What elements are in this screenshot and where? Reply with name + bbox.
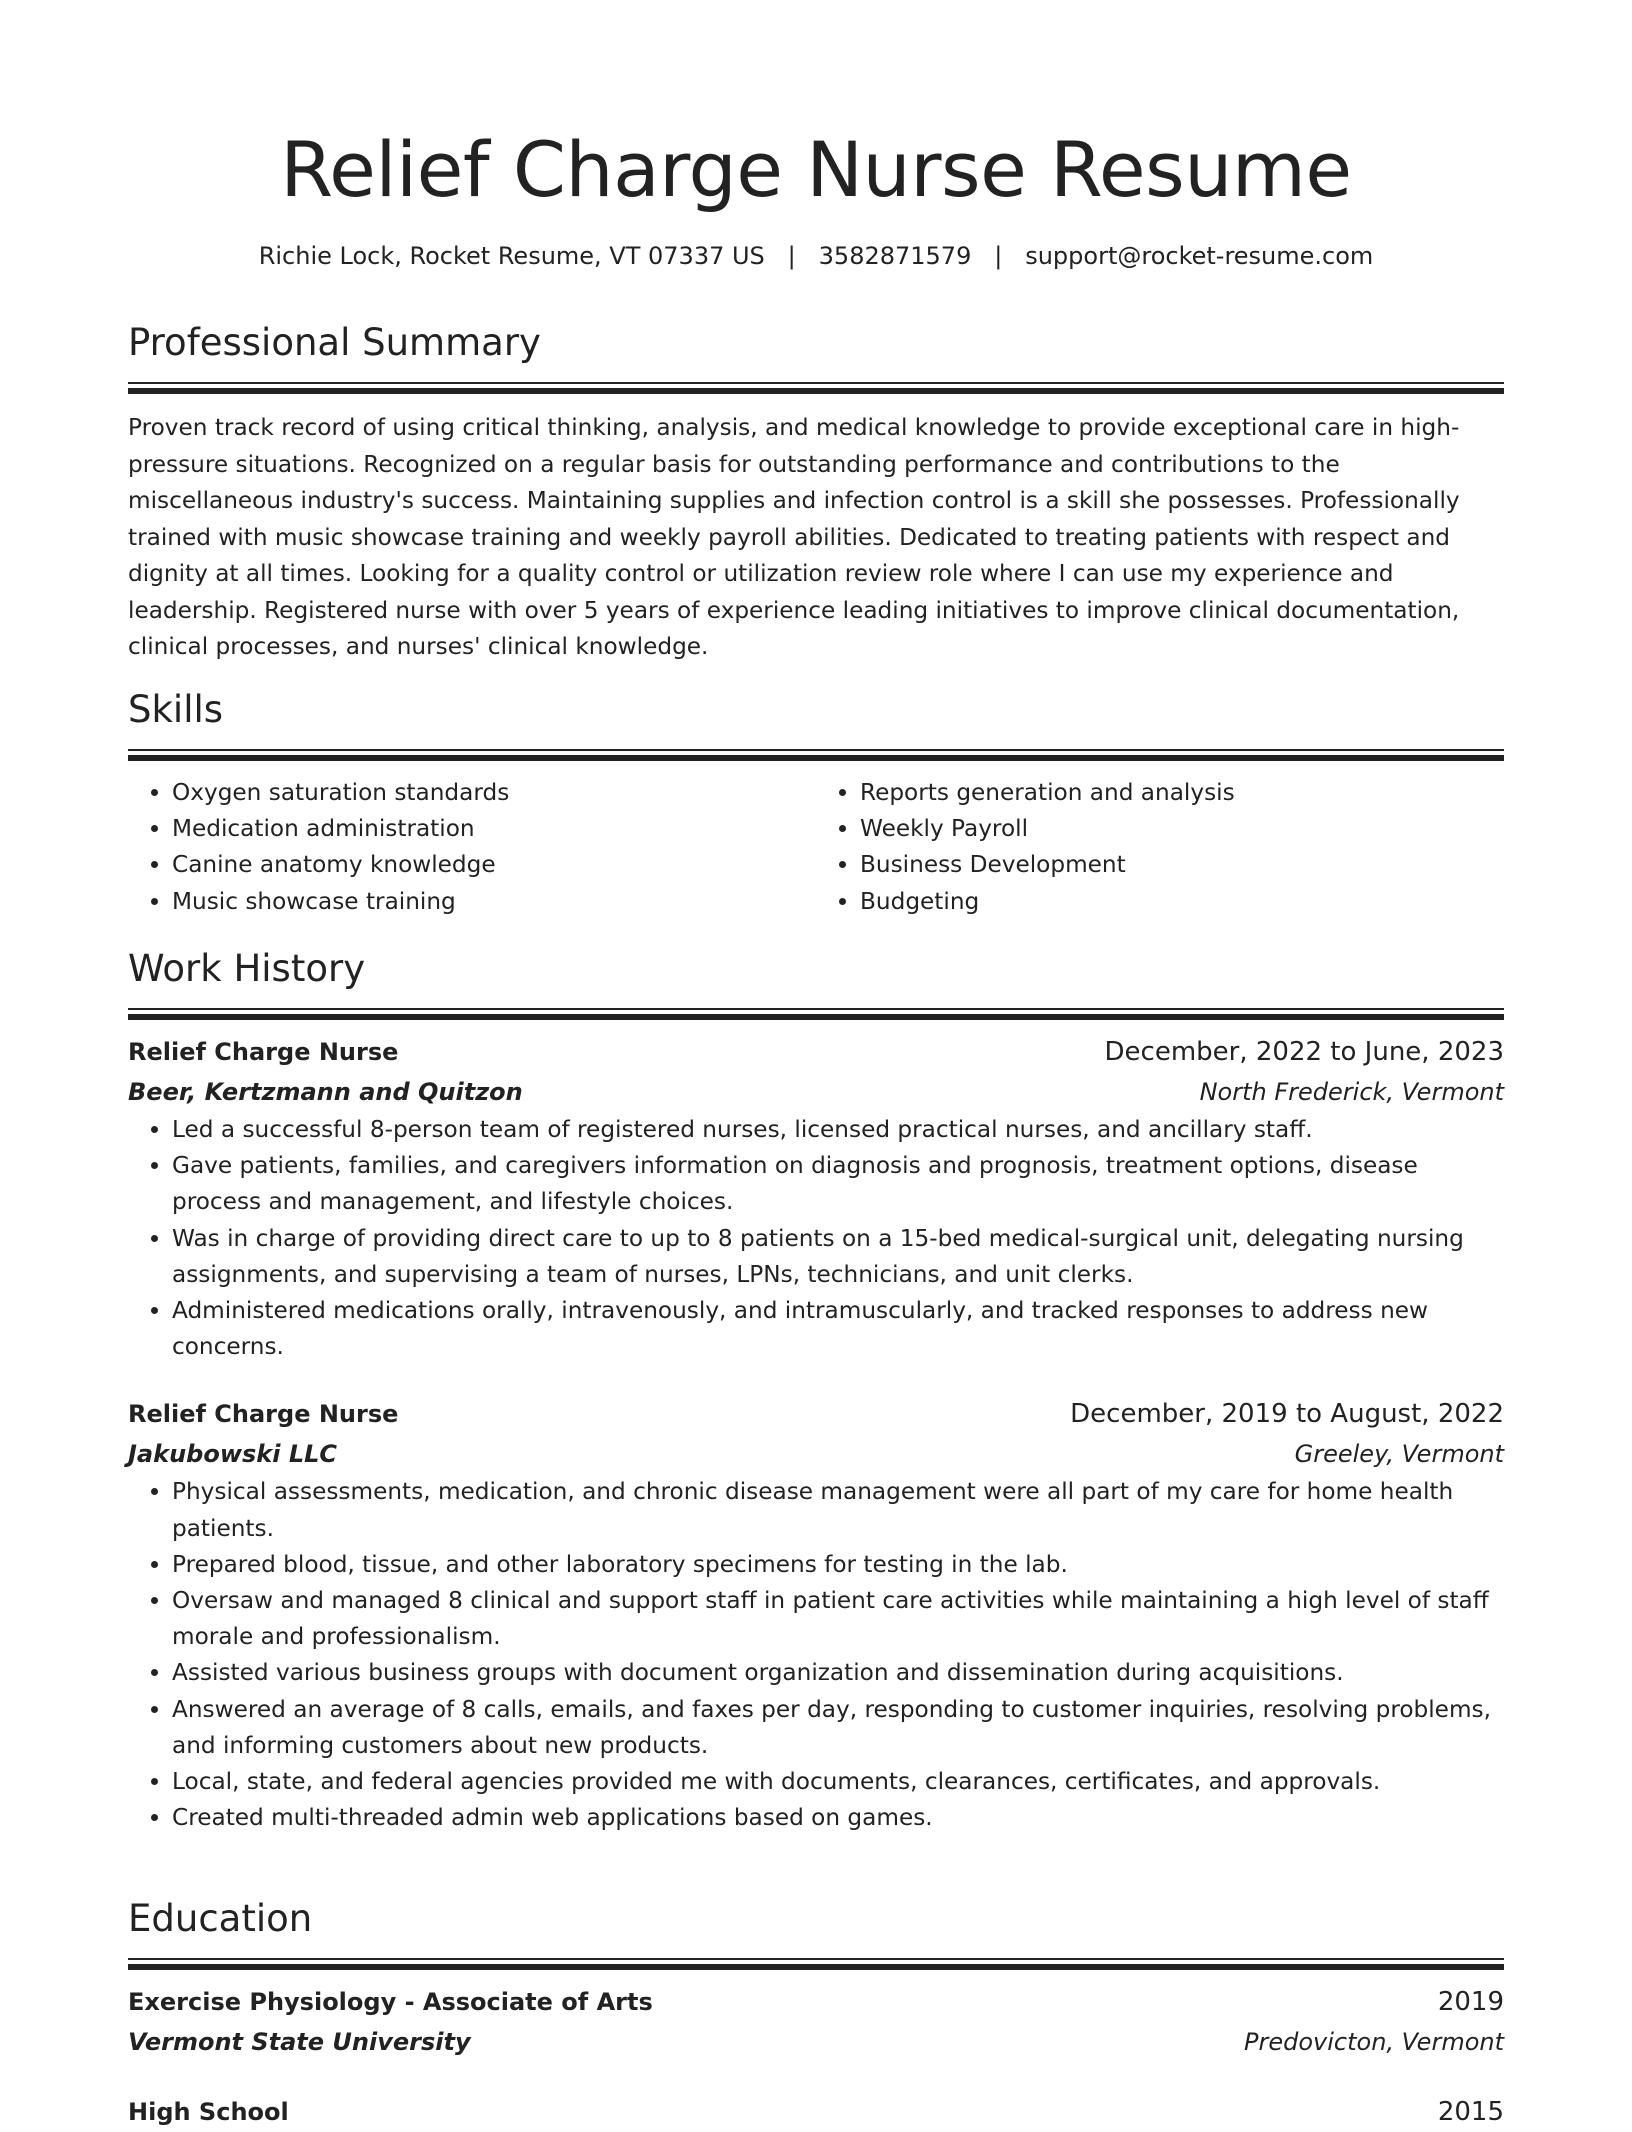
job-company: Beer, Kertzmann and Quitzon [128, 1078, 523, 1106]
skills-columns [128, 775, 1504, 920]
education-degree: High School [128, 2098, 289, 2126]
education-entry [128, 1982, 1504, 2062]
job-bullet: • Gave patients, families, and caregivers information on diagnosis and prognosis, treatment options, disease process and management, and lifestyle choices. [172, 1148, 1504, 1220]
skill-item: • Budgeting [860, 884, 1504, 920]
education-school: Vermont State University [128, 2028, 471, 2056]
section-divider [128, 1008, 1504, 1020]
job-dates: December, 2019 to August, 2022 [1070, 1399, 1504, 1430]
education-year: 2015 [1437, 2097, 1504, 2127]
job-location: Greeley, Vermont [1294, 1440, 1504, 1469]
contact-line: Richie Lock, Rocket Resume, VT 07337 US | 3582871579 | support@rocket-resume.com [258, 242, 1374, 270]
education-degree: Exercise Physiology - Associate of Arts [128, 1988, 653, 2016]
section-heading-summary: Professional Summary [128, 321, 541, 364]
job-bullet: • Administered medications orally, intravenously, and intramuscularly, and tracked responses to address new concerns. [172, 1293, 1504, 1365]
section-heading-education: Education [128, 1897, 313, 1940]
job-dates: December, 2022 to June, 2023 [1104, 1037, 1504, 1067]
job-title: Relief Charge Nurse [128, 1400, 399, 1429]
skill-item: • Business Development [860, 847, 1504, 883]
job-bullet: • Answered an average of 8 calls, emails, and faxes per day, responding to customer inquiries, resolving problems, and informing customers about new products. [172, 1692, 1504, 1764]
skills-right-list [816, 775, 1504, 920]
job-bullet-list [128, 1112, 1504, 1365]
skill-item: • Canine anatomy knowledge [172, 847, 816, 883]
skill-item: • Weekly Payroll [860, 811, 1504, 847]
job-title: Relief Charge Nurse [128, 1038, 399, 1066]
education-entry [128, 2092, 1504, 2132]
skill-item: • Music showcase training [172, 884, 816, 920]
summary-text: Proven track record of using critical thinking, analysis, and medical knowledge to provide exceptional care in high-pressure situations. Recognized on a regular basis for outstanding performance and contributions to the miscellaneous industry's success. Maintaining supplies and infection control is a skill she possesses. Professionally trained with music showcase training and weekly payroll abilities. Dedicated to treating patients with respect and dignity at all times. Looking for a quality control or utilization review role where I can use my experience and leadership. Registered nurse with over 5 years of experience leading initiatives to improve clinical documentation, clinical processes, and nurses' clinical knowledge. [128, 414, 1460, 660]
work-section [128, 944, 1504, 1836]
job-bullet: • Local, state, and federal agencies provided me with documents, clearances, certificates, and approvals. [172, 1764, 1504, 1800]
job-bullet: • Created multi-threaded admin web applications based on games. [172, 1800, 1504, 1836]
job-location: North Frederick, Vermont [1199, 1078, 1504, 1106]
job-bullet: • Assisted various business groups with document organization and dissemination during acquisitions. [172, 1655, 1504, 1691]
job-entry [128, 1032, 1504, 1365]
section-divider [128, 1958, 1504, 1970]
section-divider [128, 749, 1504, 761]
education-section [128, 1894, 1504, 2132]
summary-section [128, 318, 1504, 666]
section-divider [128, 382, 1504, 394]
section-heading-skills: Skills [128, 688, 224, 731]
job-bullet: • Was in charge of providing direct care to up to 8 patients on a 15-bed medical-surgical unit, delegating nursing assignments, and supervising a team of nurses, LPNs, technicians, and unit clerks. [172, 1221, 1504, 1293]
skill-item: • Reports generation and analysis [860, 775, 1504, 811]
skills-left-list [128, 775, 816, 920]
skill-item: • Oxygen saturation standards [172, 775, 816, 811]
job-bullet-list [128, 1474, 1504, 1836]
job-bullet: • Oversaw and managed 8 clinical and support staff in patient care activities while maintaining a high level of staff morale and professionalism. [172, 1583, 1504, 1655]
job-company: Jakubowski LLC [128, 1440, 338, 1469]
job-bullet: • Physical assessments, medication, and chronic disease management were all part of my care for home health patients. [172, 1474, 1504, 1546]
resume-title: Relief Charge Nurse Resume [280, 125, 1352, 214]
education-year: 2019 [1437, 1987, 1504, 2017]
section-heading-work: Work History [128, 947, 366, 990]
job-bullet: • Led a successful 8-person team of registered nurses, licensed practical nurses, and ancillary staff. [172, 1112, 1504, 1148]
job-entry [128, 1394, 1504, 1836]
skills-section [128, 685, 1504, 920]
education-location: Predovicton, Vermont [1244, 2028, 1504, 2056]
skill-item: • Medication administration [172, 811, 816, 847]
job-bullet: • Prepared blood, tissue, and other laboratory specimens for testing in the lab. [172, 1547, 1504, 1583]
